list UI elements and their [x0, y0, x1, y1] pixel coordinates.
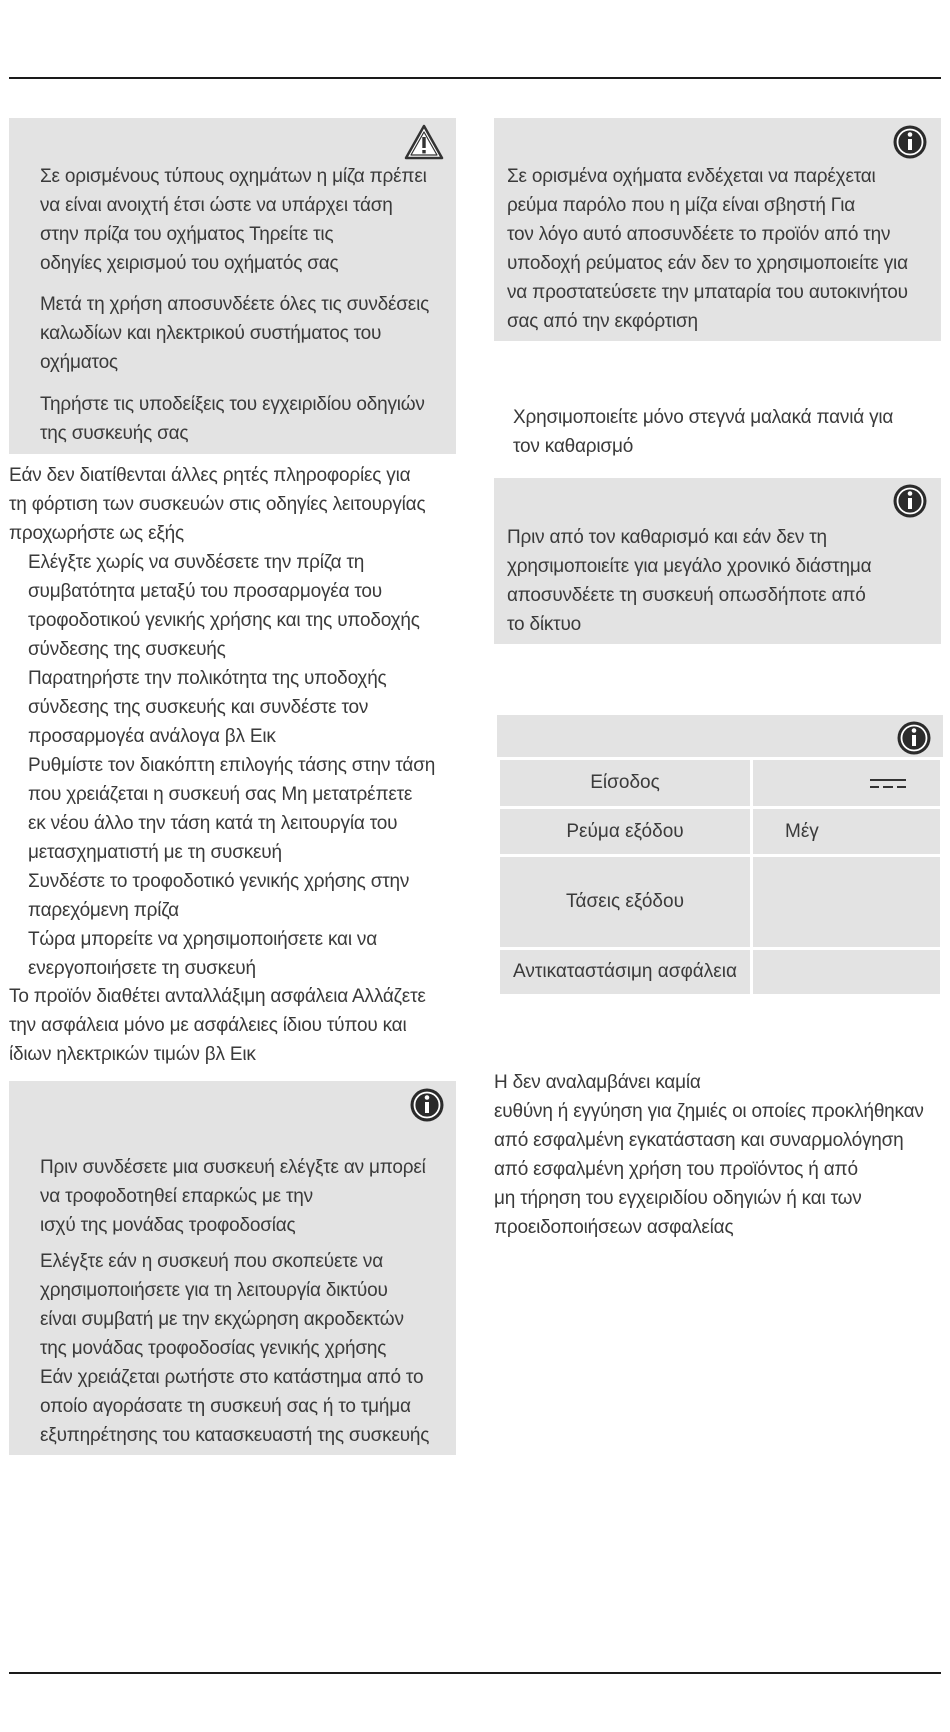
- spec-label-output-voltages: Τάσεις εξόδου: [499, 856, 752, 949]
- spec-value-output-current: Μέγ: [752, 808, 942, 856]
- fuse-paragraph: Το προϊόν διαθέτει ανταλλάξιμη ασφάλεια Αλλάζετε την ασφάλεια μόνο με ασφάλειες ίδιου τύπου και ίδιων ηλεκτρικών τιμών βλ Εικ: [9, 986, 426, 1065]
- cleaning-info-text: Πριν από τον καθαρισμό και εάν δεν τη χρησιμοποιείτε για μεγάλο χρονικό διάστημα αποσυνδέετε τη συσκευή οπωσδήποτε από το δίκτυο: [507, 527, 872, 635]
- bottom-rule: [9, 1672, 941, 1674]
- warning-paragraph-2: Μετά τη χρήση αποσυνδέετε όλες τις συνδέσεις καλωδίων και ηλεκτρικού συστήματος του οχήματος: [40, 294, 430, 373]
- table-row: [499, 808, 942, 856]
- cleaning-text: Χρησιμοποιείτε μόνο στεγνά μαλακά πανιά για τον καθαρισμό: [513, 407, 894, 457]
- step-5: Τώρα μπορείτε να χρησιμοποιήσετε και να ενεργοποιήσετε τη συσκευή: [28, 929, 378, 979]
- spec-value-output-voltages: [752, 856, 942, 949]
- table-row: [499, 759, 942, 808]
- spec-value-fuse: [752, 949, 942, 996]
- power-info-paragraph-1: Πριν συνδέσετε μια συσκευή ελέγξτε αν μπορεί να τροφοδοτηθεί επαρκώς με την ισχύ της μονάδας τροφοδοσίας: [40, 1157, 426, 1236]
- table-row: [499, 949, 942, 996]
- warning-paragraph-1: Σε ορισμένους τύπους οχημάτων η μίζα πρέπει να είναι ανοιχτή έτσι ώστε να υπάρχει τάση στην πρίζα του οχήματος Τηρείτε τις οδηγίες χειρισμού του οχήματός σας: [40, 166, 427, 274]
- spec-label-input: Είσοδος: [499, 759, 752, 808]
- ignition-info-text: Σε ορισμένα οχήματα ενδέχεται να παρέχεται ρεύμα παρόλο που η μίζα είναι σβηστή Για τον λόγο αυτό αποσυνδέετε το προϊόν από την υποδοχή ρεύματος εάν δεν το χρησιμοποιείτε για να προστατεύσετε την μπαταρία του αυτοκινήτου σας από την εκφόρτιση: [507, 166, 908, 332]
- spec-label-fuse: Αντικαταστάσιμη ασφάλεια: [499, 949, 752, 996]
- info-icon: [892, 124, 928, 160]
- charging-intro: Εάν δεν διατίθενται άλλες ρητές πληροφορίες για τη φόρτιση των συσκευών στις οδηγίες λειτουργίας προχωρήστε ως εξής: [9, 465, 426, 544]
- info-icon: [896, 720, 932, 756]
- power-info-paragraph-2: Ελέγξτε εάν η συσκευή που σκοπεύετε να χρησιμοποιήσετε για τη λειτουργία δικτύου είναι συμβατή με την εκχώρηση ακροδεκτών της μονάδας τροφοδοσίας γενικής χρήσης Εάν χρειάζεται ρωτήστε στο κατάστημα από το οποίο αγοράσατε τη συσκευή σας ή το τμήμα εξυπηρέτησης του κατασκευαστή της συσκευής: [40, 1251, 430, 1446]
- warning-triangle-icon: [404, 124, 444, 160]
- info-icon: [892, 483, 928, 519]
- warning-paragraph-3: Τηρήστε τις υποδείξεις του εγχειριδίου οδηγιών της συσκευής σας: [40, 394, 425, 444]
- spec-value-input: [752, 759, 942, 808]
- table-row: [499, 856, 942, 949]
- spec-table: [497, 757, 943, 997]
- step-2: Παρατηρήστε την πολικότητα της υποδοχής σύνδεσης της συσκευής και συνδέστε τον προσαρμογέα ανάλογα βλ Εικ: [28, 668, 387, 747]
- spec-label-output-current: Ρεύμα εξόδου: [499, 808, 752, 856]
- spec-table-header: [497, 715, 943, 759]
- disclaimer-text: Η δεν αναλαμβάνει καμία ευθύνη ή εγγύηση για ζημιές οι οποίες προκλήθηκαν από εσφαλμένη εγκατάσταση και συναρμολόγηση από εσφαλμένη χρήση του προϊόντος ή από μη τήρηση του εγχειριδίου οδηγιών ή και των προειδοποιήσεων ασφαλείας: [494, 1072, 924, 1238]
- step-3: Ρυθμίστε τον διακόπτη επιλογής τάσης στην τάση που χρειάζεται η συσκευή σας Μη μετατρέπετε εκ νέου άλλο την τάση κατά τη λειτουργία του μετασχηματιστή με τη συσκευή: [28, 755, 436, 863]
- step-4: Συνδέστε το τροφοδοτικό γενικής χρήσης στην παρεχόμενη πρίζα: [28, 871, 410, 921]
- step-1: Ελέγξτε χωρίς να συνδέσετε την πρίζα τη συμβατότητα μεταξύ του προσαρμογέα του τροφοδοτικού γενικής χρήσης και της υποδοχής σύνδεσης της συσκευής: [28, 552, 420, 660]
- top-rule: [9, 77, 941, 79]
- dc-symbol-icon: [868, 777, 908, 791]
- info-icon: [409, 1087, 445, 1123]
